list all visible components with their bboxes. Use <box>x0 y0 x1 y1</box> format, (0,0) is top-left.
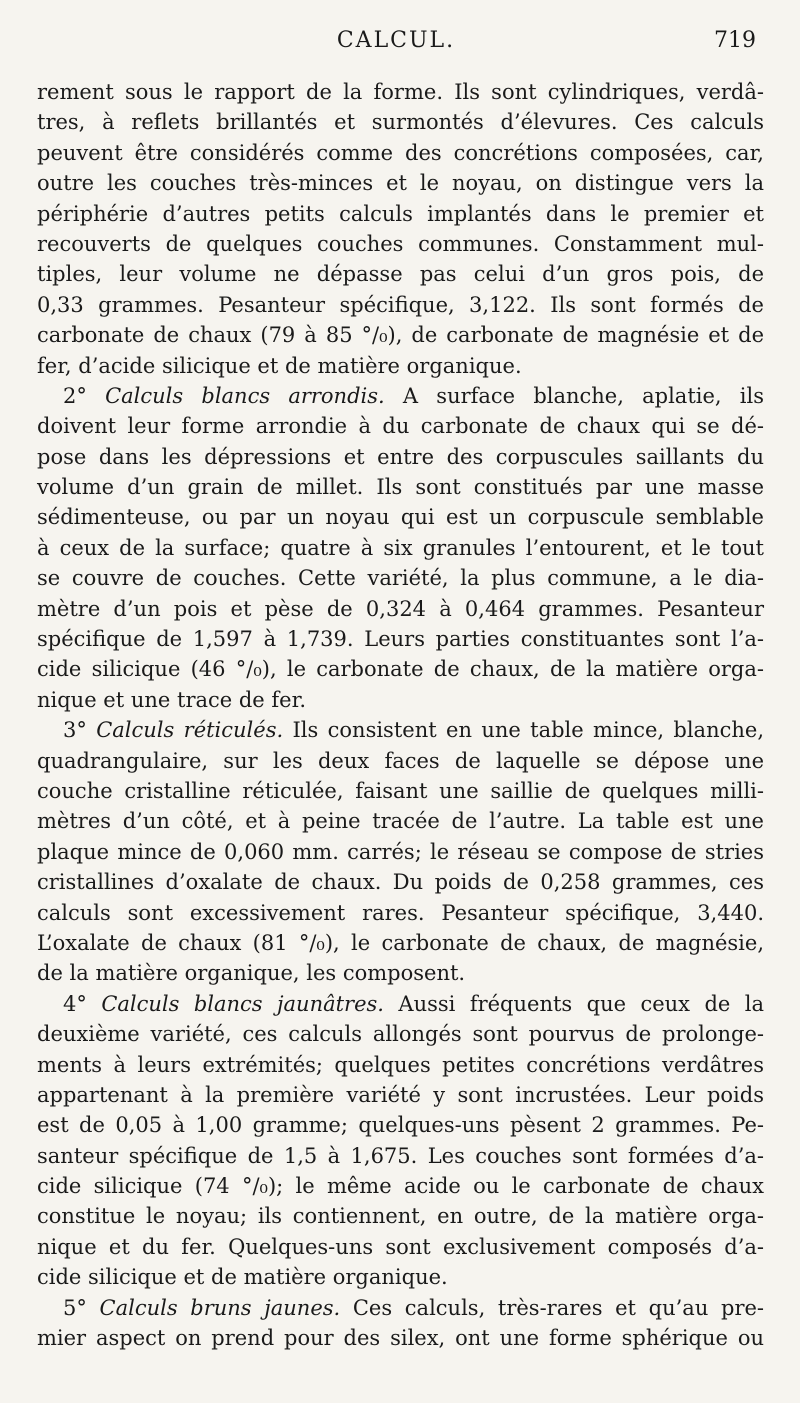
line-text: tiples, leur volume ne dépasse pas celui d’un gros pois, de <box>37 262 764 287</box>
line-text: pose dans les dépressions et entre des corpuscules saillants du <box>37 444 764 469</box>
text-line <box>37 442 764 472</box>
line-text: tres, à reflets brillantés et surmontés d’élevures. Ces calculs <box>37 110 764 135</box>
text-line <box>37 1080 764 1110</box>
section-heading-line <box>37 381 764 411</box>
text-line <box>37 290 764 320</box>
body-text <box>37 77 764 1353</box>
section-number: 4° <box>63 991 102 1016</box>
line-text: A surface blanche, aplatie, ils <box>384 383 764 408</box>
line-text: Aussi fréquents que ceux de la <box>383 991 765 1016</box>
line-text: se couvre de couches. Cette variété, la plus commune, a le dia- <box>37 566 764 591</box>
line-text: outre les couches très-minces et le noyau, on distingue vers la <box>37 171 764 196</box>
line-text: plaque mince de 0,060 mm. carrés; le réseau se compose de stries <box>37 839 764 864</box>
text-line <box>37 1201 764 1231</box>
page-number: 719 <box>714 28 756 53</box>
line-text: 0,33 grammes. Pesanteur spécifique, 3,122. Ils sont formés de <box>37 292 764 317</box>
text-line <box>37 867 764 897</box>
line-text: recouverts de quelques couches communes. Constamment mul- <box>37 231 764 256</box>
text-line <box>37 958 764 988</box>
text-line <box>37 1141 764 1171</box>
text-line <box>37 806 764 836</box>
text-line <box>37 594 764 624</box>
line-text: doivent leur forme arrondie à du carbonate de chaux qui se dé- <box>37 414 764 439</box>
line-text: santeur spécifique de 1,5 à 1,675. Les couches sont formées d’a- <box>37 1143 764 1168</box>
running-title: CALCUL. <box>336 28 456 53</box>
line-text: peuvent être considérés comme des concrétions composées, car, <box>37 140 764 165</box>
line-text: L’oxalate de chaux (81 °/₀), le carbonate de chaux, de magnésie, <box>37 930 764 955</box>
text-line <box>37 1232 764 1262</box>
section-number: 2° <box>63 383 106 408</box>
line-text: mier aspect on prend pour des silex, ont une forme sphérique ou <box>37 1326 764 1351</box>
line-text: quadrangulaire, sur les deux faces de laquelle se dépose une <box>37 748 764 773</box>
running-head <box>36 28 756 62</box>
text-line <box>37 138 764 168</box>
text-line <box>37 654 764 684</box>
section-title: Calculs blancs jaunâtres. <box>101 991 384 1016</box>
section-number: 3° <box>63 718 97 743</box>
text-line <box>37 502 764 532</box>
line-text: cristallines d’oxalate de chaux. Du poids de 0,258 grammes, ces <box>37 870 764 895</box>
line-text: Ils consistent en une table mince, blanche, <box>283 718 764 743</box>
line-text: nique et une trace de fer. <box>37 687 307 712</box>
line-text: ments à leurs extrémités; quelques petites concrétions verdâtres <box>37 1052 764 1077</box>
section-title: Calculs réticulés. <box>96 718 284 743</box>
line-text: calculs sont excessivement rares. Pesanteur spécifique, 3,440. <box>37 900 764 925</box>
text-line <box>37 472 764 502</box>
section-title: Calculs bruns jaunes. <box>99 1295 341 1320</box>
line-text: cide silicique (74 °/₀); le même acide ou le carbonate de chaux <box>37 1174 764 1199</box>
text-line <box>37 229 764 259</box>
text-line <box>37 199 764 229</box>
text-line <box>37 776 764 806</box>
line-text: rement sous le rapport de la forme. Ils sont cylindriques, verdâ- <box>37 80 764 104</box>
section-number: 5° <box>63 1295 100 1320</box>
line-text: spécifique de 1,597 à 1,739. Leurs parties constituantes sont l’a- <box>37 627 764 652</box>
line-text: périphérie d’autres petits calculs implantés dans le premier et <box>37 201 764 226</box>
text-line <box>37 685 764 715</box>
line-text: fer, d’acide silicique et de matière organique. <box>37 353 522 378</box>
line-text: mètre d’un pois et pèse de 0,324 à 0,464 grammes. Pesanteur <box>37 596 764 621</box>
text-line <box>37 928 764 958</box>
text-line <box>37 1262 764 1292</box>
section-title: Calculs blancs arrondis. <box>105 383 385 408</box>
text-line <box>37 168 764 198</box>
line-text: est de 0,05 à 1,00 gramme; quelques-uns pèsent 2 grammes. Pe- <box>37 1113 764 1138</box>
section-heading-line <box>37 715 764 745</box>
text-line <box>37 411 764 441</box>
line-text: de la matière organique, les composent. <box>37 961 466 986</box>
text-line <box>37 746 764 776</box>
text-line <box>37 107 764 137</box>
text-line <box>37 77 764 107</box>
text-line <box>37 898 764 928</box>
line-text: sédimenteuse, ou par un noyau qui est un corpuscule semblable <box>37 505 764 530</box>
text-line <box>37 1019 764 1049</box>
line-text: constitue le noyau; ils contiennent, en outre, de la matière orga- <box>37 1204 764 1229</box>
text-line <box>37 563 764 593</box>
text-line <box>37 320 764 350</box>
text-line <box>37 259 764 289</box>
line-text: cide silicique et de matière organique. <box>37 1265 448 1290</box>
text-line <box>37 837 764 867</box>
line-text: appartenant à la première variété y sont incrustées. Leur poids <box>37 1082 764 1107</box>
section-heading-line <box>37 1293 764 1323</box>
text-line <box>37 1110 764 1140</box>
line-text: à ceux de la surface; quatre à six granules l’entourent, et le tout <box>37 535 764 560</box>
line-text: volume d’un grain de millet. Ils sont constitués par une masse <box>37 475 764 500</box>
line-text: nique et du fer. Quelques-uns sont exclusivement composés d’a- <box>37 1234 764 1259</box>
text-line <box>37 351 764 381</box>
line-text: deuxième variété, ces calculs allongés sont pourvus de prolonge- <box>37 1022 764 1047</box>
text-line <box>37 1171 764 1201</box>
text-line <box>37 533 764 563</box>
line-text: carbonate de chaux (79 à 85 °/₀), de carbonate de magnésie et de <box>37 323 764 348</box>
line-text: mètres d’un côté, et à peine tracée de l’autre. La table est une <box>37 809 764 834</box>
line-text: couche cristalline réticulée, faisant une saillie de quelques milli- <box>37 778 764 803</box>
line-text: cide silicique (46 °/₀), le carbonate de chaux, de la matière orga- <box>37 657 764 682</box>
line-text: Ces calculs, très-rares et qu’au pre- <box>340 1295 765 1320</box>
text-line <box>37 624 764 654</box>
text-line <box>37 1323 764 1353</box>
section-heading-line <box>37 989 764 1019</box>
text-line <box>37 1050 764 1080</box>
